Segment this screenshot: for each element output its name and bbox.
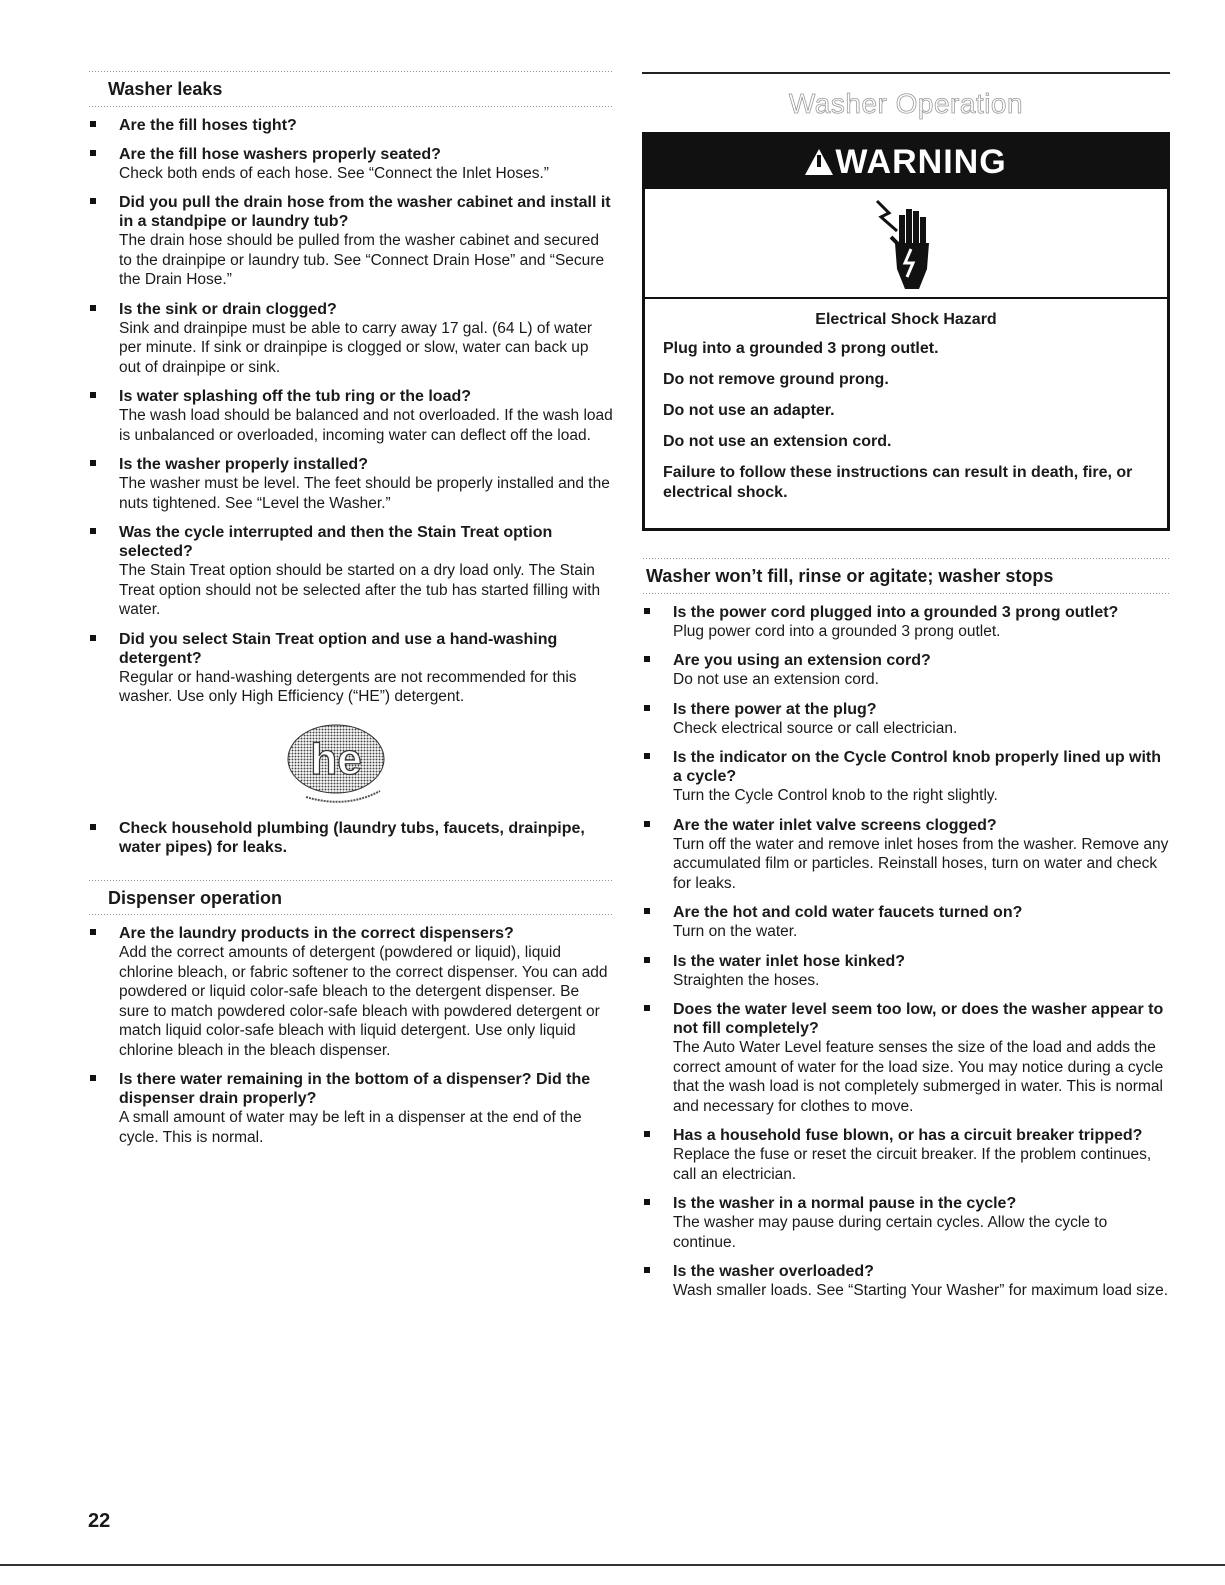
list-item: Is the water inlet hose kinked? Straighten the hoses. bbox=[642, 952, 1170, 991]
section-header-wont-fill bbox=[642, 557, 1170, 595]
warning-band bbox=[645, 135, 1167, 189]
svg-text:he: he bbox=[309, 734, 362, 784]
bullet-icon bbox=[90, 150, 96, 156]
bullet-icon bbox=[90, 460, 96, 466]
list-item: Are the laundry products in the correct dispensers? Add the correct amounts of detergent (powdered or liquid), liquid chlorine bleach, or fabric softener to the correct dispenser. You can add powdered or liquid color-safe bleach to the detergent dispenser. Be sure to match powdered color-safe bleach with powdered detergent or match liquid color-safe bleach with liquid detergent. Use only liquid chlorine bleach in the bleach dispenser. bbox=[88, 924, 613, 1060]
bullet-icon bbox=[644, 908, 650, 914]
section-header-dispenser bbox=[88, 879, 613, 917]
section-title: Washer leaks bbox=[108, 79, 223, 99]
electrical-shock-hand-icon bbox=[871, 197, 941, 289]
left-column bbox=[88, 0, 613, 1157]
bullet-icon bbox=[90, 198, 96, 204]
section-title: Washer won’t fill, rinse or agitate; washer stops bbox=[646, 566, 1054, 586]
page-title: Washer Operation bbox=[788, 88, 1024, 119]
top-rule bbox=[642, 72, 1170, 74]
section-header-washer-leaks bbox=[88, 70, 613, 108]
bottom-rule bbox=[0, 1564, 1225, 1566]
bullet-icon bbox=[90, 305, 96, 311]
he-logo bbox=[88, 719, 613, 809]
bullet-icon bbox=[644, 608, 650, 614]
list-item: Is the power cord plugged into a grounded 3 prong outlet? Plug power cord into a grounded 3 prong outlet. bbox=[642, 603, 1170, 642]
list-item: Is the sink or drain clogged? Sink and drainpipe must be able to carry away 17 gal. (64 L) of water per minute. If sink or drainpipe is clogged or slow, water can back up out of drainpipe or sink. bbox=[88, 300, 613, 378]
list-item: Is the indicator on the Cycle Control knob properly lined up with a cycle? Turn the Cycle Control knob to the right slightly. bbox=[642, 748, 1170, 806]
bullet-icon bbox=[90, 1075, 96, 1081]
warning-pictogram bbox=[645, 189, 1167, 299]
bullet-icon bbox=[644, 821, 650, 827]
list-item: Is there water remaining in the bottom of a dispenser? Did the dispenser drain properly? A small amount of water may be left in a dispenser at the end of the cycle. This is normal. bbox=[88, 1070, 613, 1147]
list-item: Are the fill hoses tight? bbox=[88, 116, 613, 135]
list-item: Did you pull the drain hose from the washer cabinet and install it in a standpipe or laundry tub? The drain hose should be pulled from the washer cabinet and secured to the drainpipe or laundry tub. See “Connect Drain Hose” and “Secure the Drain Hose.” bbox=[88, 193, 613, 290]
bullet-icon bbox=[644, 1267, 650, 1273]
section-title: Dispenser operation bbox=[108, 887, 283, 908]
list-item: Does the water level seem too low, or does the washer appear to not fill completely? The Auto Water Level feature senses the size of the load and adds the correct amount of water for the load size. You may notice during a cycle that the wash load is not completely submerged in water. This is normal and necessary for clothes to move. bbox=[642, 1000, 1170, 1116]
bullet-icon bbox=[644, 1199, 650, 1205]
list-item: Are the hot and cold water faucets turned on? Turn on the water. bbox=[642, 903, 1170, 942]
list-item: Check household plumbing (laundry tubs, faucets, drainpipe, water pipes) for leaks. bbox=[88, 819, 613, 857]
page-number: 22 bbox=[88, 1510, 111, 1532]
bullet-icon bbox=[644, 753, 650, 759]
list-item: Is the washer overloaded? Wash smaller loads. See “Starting Your Washer” for maximum load size. bbox=[642, 1262, 1170, 1301]
washer-leaks-list-continued bbox=[88, 819, 613, 857]
warning-line: Plug into a grounded 3 prong outlet. bbox=[663, 340, 939, 357]
warning-box bbox=[642, 132, 1170, 531]
bullet-icon bbox=[90, 528, 96, 534]
bullet-icon bbox=[644, 1005, 650, 1011]
list-item: Was the cycle interrupted and then the Stain Treat option selected? The Stain Treat option should be started on a dry load only. The Stain Treat option should not be selected after the tub has started filling with water. bbox=[88, 523, 613, 620]
list-item: Are the fill hose washers properly seated? Check both ends of each hose. See “Connect the Inlet Hoses.” bbox=[88, 145, 613, 184]
bullet-icon bbox=[90, 824, 96, 830]
warning-line: Do not use an adapter. bbox=[663, 402, 835, 419]
list-item: Is the washer in a normal pause in the cycle? The washer may pause during certain cycles. Allow the cycle to continue. bbox=[642, 1194, 1170, 1252]
bullet-icon bbox=[90, 121, 96, 127]
dispenser-list bbox=[88, 924, 613, 1147]
warning-line: Failure to follow these instructions can result in death, fire, or electrical shock. bbox=[663, 464, 1133, 501]
bullet-icon bbox=[644, 656, 650, 662]
wont-fill-list bbox=[642, 603, 1170, 1301]
list-item: Is there power at the plug? Check electrical source or call electrician. bbox=[642, 700, 1170, 739]
list-item: Has a household fuse blown, or has a circuit breaker tripped? Replace the fuse or reset the circuit breaker. If the problem continues, call an electrician. bbox=[642, 1126, 1170, 1184]
bullet-icon bbox=[90, 929, 96, 935]
bullet-icon bbox=[90, 392, 96, 398]
bullet-icon bbox=[644, 1131, 650, 1137]
bullet-icon bbox=[90, 635, 96, 641]
warning-title: Electrical Shock Hazard bbox=[815, 311, 997, 328]
bullet-icon bbox=[644, 957, 650, 963]
warning-word: WARNING bbox=[835, 142, 1007, 181]
bullet-icon bbox=[644, 705, 650, 711]
list-item: Did you select Stain Treat option and use a hand-washing detergent? Regular or hand-washing detergents are not recommended for this washer. Use only High Efficiency (“HE”) detergent. bbox=[88, 630, 613, 707]
he-logo-icon bbox=[276, 719, 396, 809]
warning-line: Do not remove ground prong. bbox=[663, 371, 889, 388]
list-item: Is the washer properly installed? The washer must be level. The feet should be properly installed and the nuts tightened. See “Level the Washer.” bbox=[88, 455, 613, 513]
washer-leaks-list bbox=[88, 116, 613, 707]
list-item: Are you using an extension cord? Do not use an extension cord. bbox=[642, 651, 1170, 690]
warning-triangle-icon bbox=[805, 149, 833, 175]
warning-line: Do not use an extension cord. bbox=[663, 433, 892, 450]
right-column bbox=[642, 0, 1170, 1311]
list-item: Are the water inlet valve screens clogged? Turn off the water and remove inlet hoses from the washer. Remove any accumulated film or particles. Reinstall hoses, turn on water and check for leaks. bbox=[642, 816, 1170, 894]
warning-text bbox=[645, 299, 1167, 528]
list-item: Is water splashing off the tub ring or the load? The wash load should be balanced and not overloaded. If the wash load is unbalanced or overloaded, incoming water can deflect off the load. bbox=[88, 387, 613, 445]
